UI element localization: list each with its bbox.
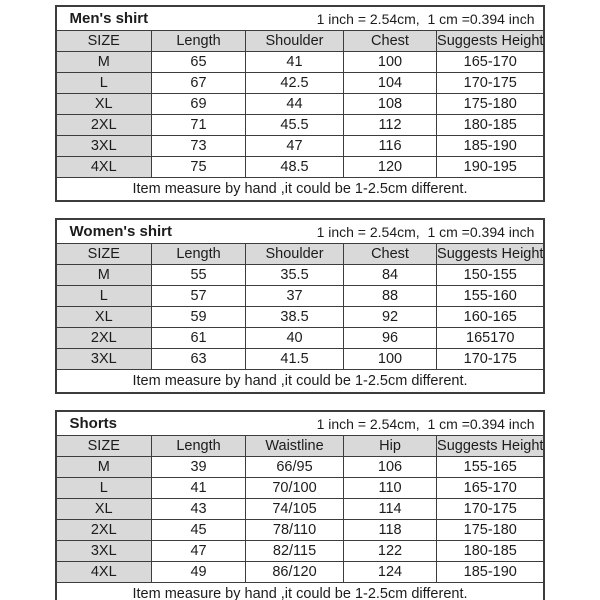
table-title: Shorts [69, 415, 118, 432]
table-cell: 122 [344, 541, 437, 562]
table-row [56, 457, 545, 478]
table-cell: 40 [246, 328, 344, 349]
table-cell: 160-165 [437, 307, 545, 328]
table-cell: 66/95 [246, 457, 344, 478]
table-cell: 75 [152, 157, 246, 178]
table-cell: 175-180 [437, 520, 545, 541]
size-cell: 2XL [56, 115, 152, 136]
shorts-size-table [55, 410, 546, 600]
table-cell: 180-185 [437, 541, 545, 562]
title-cell [56, 6, 545, 31]
unit-conversion-note: 1 inch = 2.54cm, 1 cm =0.394 inch [316, 10, 535, 27]
column-header-suggests-height: Suggests Height [437, 244, 545, 265]
table-cell: 74/105 [246, 499, 344, 520]
table-cell: 120 [344, 157, 437, 178]
table-cell: 41.5 [246, 349, 344, 370]
column-header-waistline: Waistline [246, 436, 344, 457]
column-header-size: SIZE [56, 436, 152, 457]
table-row [56, 73, 545, 94]
size-cell: L [56, 73, 152, 94]
column-header-size: SIZE [56, 244, 152, 265]
table-cell: 41 [152, 478, 246, 499]
column-header-shoulder: Shoulder [246, 31, 344, 52]
table-cell: 170-175 [437, 73, 545, 94]
table-cell: 71 [152, 115, 246, 136]
womens-shirt-size-table [55, 218, 546, 394]
table-note-row [56, 583, 545, 600]
table-cell: 92 [344, 307, 437, 328]
column-header-length: Length [152, 31, 246, 52]
table-cell: 185-190 [437, 562, 545, 583]
table-row [56, 265, 545, 286]
table-row [56, 499, 545, 520]
table-cell: 170-175 [437, 499, 545, 520]
title-cell [56, 219, 545, 244]
column-header-suggests-height: Suggests Height [437, 436, 545, 457]
table-title: Men's shirt [69, 10, 149, 27]
table-header-row [56, 244, 545, 265]
table-cell: 190-195 [437, 157, 545, 178]
table-cell: 155-160 [437, 286, 545, 307]
table-cell: 165-170 [437, 478, 545, 499]
table-cell: 86/120 [246, 562, 344, 583]
table-header-row [56, 31, 545, 52]
table-row [56, 52, 545, 73]
table-cell: 55 [152, 265, 246, 286]
table-cell: 104 [344, 73, 437, 94]
table-cell: 65 [152, 52, 246, 73]
table-row [56, 349, 545, 370]
table-cell: 35.5 [246, 265, 344, 286]
measure-note: Item measure by hand ,it could be 1-2.5cm different. [56, 583, 545, 600]
table-cell: 59 [152, 307, 246, 328]
table-cell: 44 [246, 94, 344, 115]
table-cell: 100 [344, 349, 437, 370]
mens-shirt-size-table [55, 5, 546, 202]
measure-note: Item measure by hand ,it could be 1-2.5cm different. [56, 370, 545, 394]
table-row [56, 115, 545, 136]
column-header-size: SIZE [56, 31, 152, 52]
table-cell: 114 [344, 499, 437, 520]
size-cell: 3XL [56, 136, 152, 157]
table-cell: 165170 [437, 328, 545, 349]
table-cell: 47 [246, 136, 344, 157]
table-cell: 41 [246, 52, 344, 73]
size-cell: M [56, 265, 152, 286]
size-cell: 4XL [56, 562, 152, 583]
unit-conversion-note: 1 inch = 2.54cm, 1 cm =0.394 inch [316, 223, 535, 240]
table-cell: 38.5 [246, 307, 344, 328]
size-cell: M [56, 52, 152, 73]
size-cell: 3XL [56, 541, 152, 562]
table-cell: 61 [152, 328, 246, 349]
table-cell: 96 [344, 328, 437, 349]
table-cell: 47 [152, 541, 246, 562]
table-cell: 116 [344, 136, 437, 157]
size-cell: 2XL [56, 520, 152, 541]
column-header-chest: Chest [344, 244, 437, 265]
table-cell: 124 [344, 562, 437, 583]
table-cell: 155-165 [437, 457, 545, 478]
table-row [56, 520, 545, 541]
table-row [56, 136, 545, 157]
table-row [56, 286, 545, 307]
table-row [56, 562, 545, 583]
size-cell: 3XL [56, 349, 152, 370]
table-cell: 78/110 [246, 520, 344, 541]
table-cell: 73 [152, 136, 246, 157]
size-cell: M [56, 457, 152, 478]
table-cell: 43 [152, 499, 246, 520]
size-cell: 2XL [56, 328, 152, 349]
table-cell: 100 [344, 52, 437, 73]
column-header-length: Length [152, 244, 246, 265]
table-row [56, 328, 545, 349]
table-row [56, 157, 545, 178]
table-cell: 57 [152, 286, 246, 307]
table-note-row [56, 370, 545, 394]
table-cell: 48.5 [246, 157, 344, 178]
table-title-row [56, 219, 545, 244]
table-header-row [56, 436, 545, 457]
table-cell: 110 [344, 478, 437, 499]
table-title-row [56, 411, 545, 436]
table-cell: 37 [246, 286, 344, 307]
table-cell: 42.5 [246, 73, 344, 94]
table-cell: 170-175 [437, 349, 545, 370]
size-cell: L [56, 286, 152, 307]
table-cell: 185-190 [437, 136, 545, 157]
column-header-chest: Chest [344, 31, 437, 52]
table-cell: 70/100 [246, 478, 344, 499]
size-cell: L [56, 478, 152, 499]
table-cell: 118 [344, 520, 437, 541]
table-row [56, 541, 545, 562]
title-cell [56, 411, 545, 436]
table-cell: 49 [152, 562, 246, 583]
column-header-suggests-height: Suggests Height [437, 31, 545, 52]
table-cell: 165-170 [437, 52, 545, 73]
column-header-shoulder: Shoulder [246, 244, 344, 265]
table-cell: 106 [344, 457, 437, 478]
table-cell: 88 [344, 286, 437, 307]
table-title-row [56, 6, 545, 31]
table-cell: 69 [152, 94, 246, 115]
table-cell: 108 [344, 94, 437, 115]
table-note-row [56, 178, 545, 202]
table-cell: 84 [344, 265, 437, 286]
size-cell: 4XL [56, 157, 152, 178]
table-cell: 45.5 [246, 115, 344, 136]
table-cell: 112 [344, 115, 437, 136]
table-cell: 63 [152, 349, 246, 370]
size-cell: XL [56, 499, 152, 520]
table-cell: 150-155 [437, 265, 545, 286]
table-cell: 39 [152, 457, 246, 478]
table-row [56, 478, 545, 499]
table-cell: 180-185 [437, 115, 545, 136]
table-cell: 175-180 [437, 94, 545, 115]
table-row [56, 307, 545, 328]
column-header-hip: Hip [344, 436, 437, 457]
table-title: Women's shirt [69, 223, 173, 240]
unit-conversion-note: 1 inch = 2.54cm, 1 cm =0.394 inch [316, 415, 535, 432]
table-row [56, 94, 545, 115]
table-cell: 82/115 [246, 541, 344, 562]
size-cell: XL [56, 94, 152, 115]
column-header-length: Length [152, 436, 246, 457]
size-cell: XL [56, 307, 152, 328]
table-cell: 45 [152, 520, 246, 541]
table-cell: 67 [152, 73, 246, 94]
measure-note: Item measure by hand ,it could be 1-2.5cm different. [56, 178, 545, 202]
